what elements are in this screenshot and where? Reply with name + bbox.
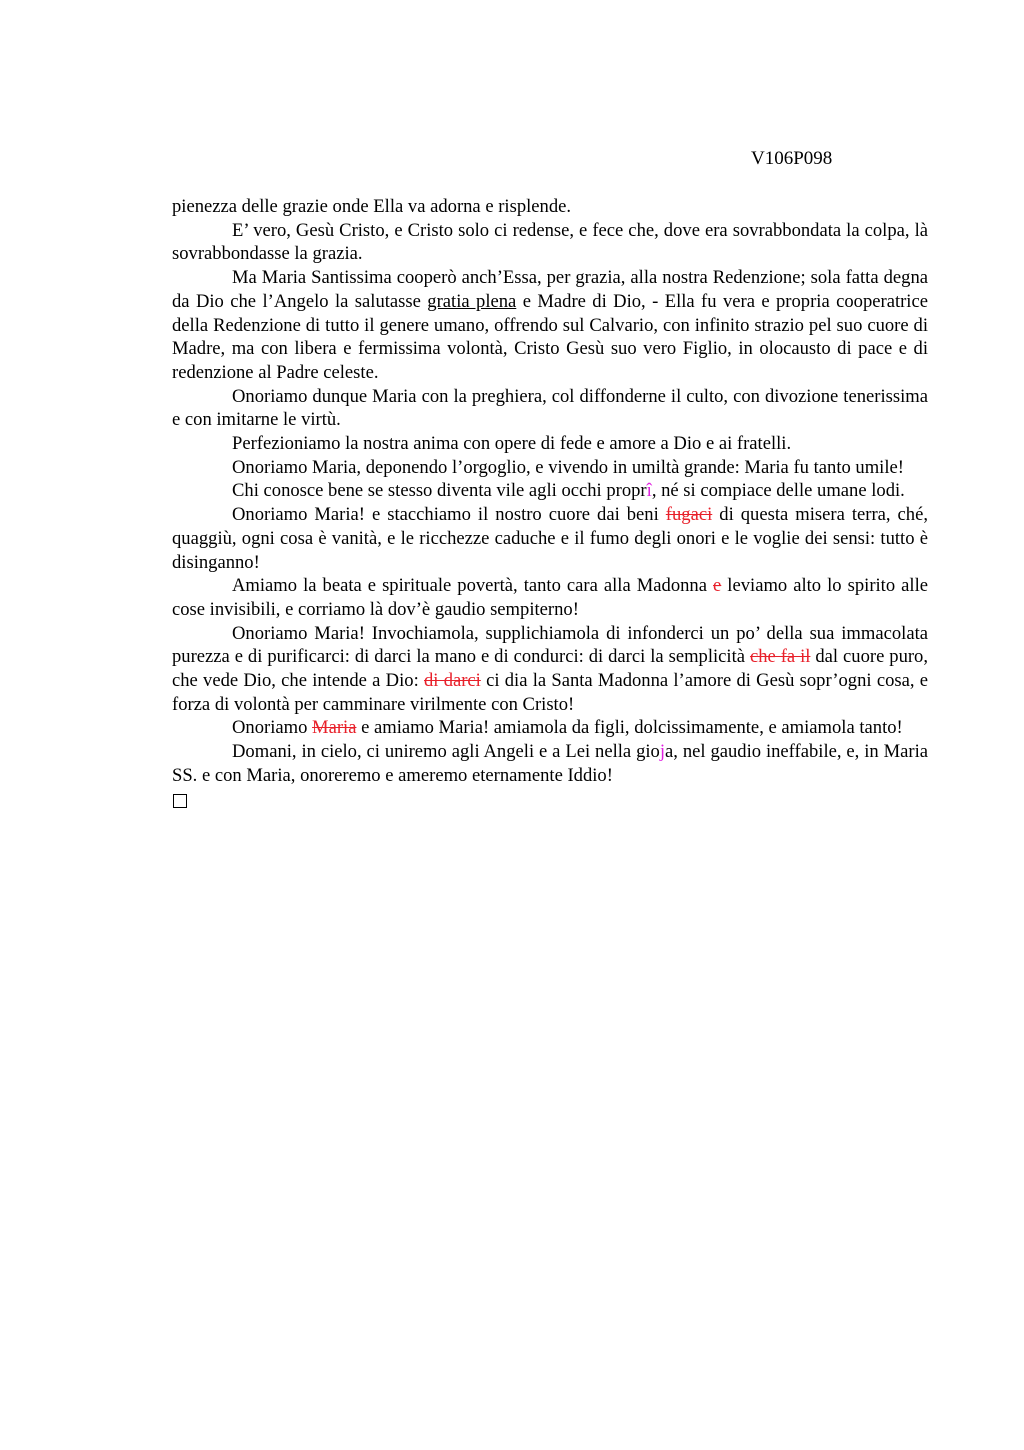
paragraph: Perfezioniamo la nostra anima con opere di fede e amore a Dio e ai fratelli. [232, 433, 792, 455]
underlined-phrase: gratia plena [427, 290, 517, 312]
deleted-text: e [713, 575, 722, 597]
deleted-text: fugaci [665, 504, 713, 526]
paragraph: Onoriamo Maria, deponendo l’orgoglio, e vivendo in umiltà grande: Maria fu tanto umile! [232, 456, 904, 478]
page-identifier: V106P098 [751, 148, 833, 169]
paragraph: Onoriamo Maria! Invochiamola, supplichiamola di infonderci un po’ della sua immacolata purezza e di purificarci: di darci la mano e di condurci: di darci la semplicità che fa il dal cuore puro, che vede Dio, che intende a Dio: di darci ci dia la Santa Madonna l’amore di Gesù sopr’ogni cosa, e forza di volontà per camminare virilmente con Cristo! [172, 622, 928, 715]
paragraph: Chi conosce bene se stesso diventa vile agli occhi proprî, né si compiace delle umane lodi. [232, 480, 905, 502]
insertion-mark: î [646, 480, 652, 502]
paragraph: Ma Maria Santissima cooperò anch’Essa, per grazia, alla nostra Redenzione; sola fatta degna da Dio che l’Angelo la salutasse gratia plena e Madre di Dio, - Ella fu vera e propria cooperatrice della Redenzione di tutto il genere umano, offrendo sul Calvario, con infinito strazio pel suo cuore di Madre, ma con libera e fermissima volontà, Cristo Gesù suo vero Figlio, in olocausto di pace e di redenzione al Padre celeste. [172, 267, 928, 383]
paragraph: Domani, in cielo, ci uniremo agli Angeli e a Lei nella gioja, nel gaudio ineffabile, e, in Maria SS. e con Maria, onoreremo e ameremo eternamente Iddio! [172, 741, 929, 786]
document-body [172, 195, 928, 814]
deleted-text: Maria [312, 717, 357, 739]
paragraph: E’ vero, Gesù Cristo, e Cristo solo ci redense, e fece che, dove era sovrabbondata la colpa, là sovrabbondasse la grazia. [172, 219, 928, 265]
insertion-mark: j [659, 741, 666, 763]
deleted-text: che fa il [749, 646, 811, 668]
deleted-text: di darci [423, 670, 481, 692]
paragraph: Onoriamo Maria! e stacchiamo il nostro cuore dai beni fugaci di questa misera terra, ché, quaggiù, ogni cosa è vanità, e le ricchezze caduche e il fumo degli onori e le voglie dei sensi: tutto è disinganno! [172, 504, 928, 573]
paragraph: Amiamo la beata e spirituale povertà, tanto cara alla Madonna e leviamo alto lo spirito alle cose invisibili, e corriamo là dov’è gaudio sempiterno! [172, 575, 929, 620]
paragraph: Onoriamo dunque Maria con la preghiera, col diffonderne il culto, con divozione tenerissima e con imitarne le virtù. [172, 385, 928, 431]
end-marker-box [173, 794, 187, 808]
paragraph: Onoriamo Maria e amiamo Maria! amiamola da figli, dolcissimamente, e amiamola tanto! [232, 717, 903, 739]
paragraph: pienezza delle grazie onde Ella va adorna e risplende. [172, 196, 572, 217]
